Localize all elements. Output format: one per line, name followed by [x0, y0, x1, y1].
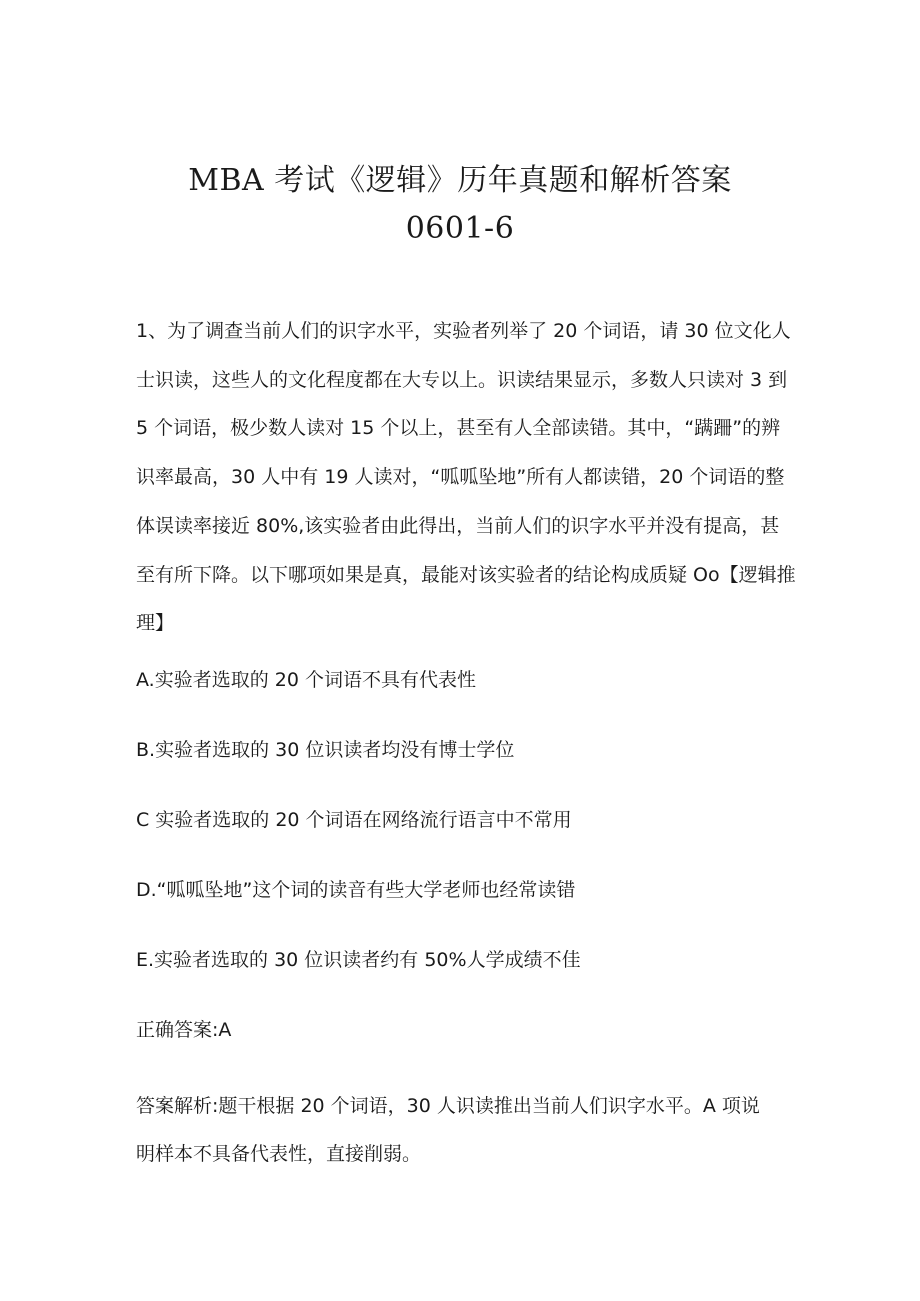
option-e: E.实验者选取的 30 位识读者约有 50%人学成绩不佳 [136, 949, 581, 971]
option-a: A.实验者选取的 20 个词语不具有代表性 [136, 669, 476, 691]
document-title: MBA 考试《逻辑》历年真题和解析答案 [188, 163, 732, 198]
option-d: D.“呱呱坠地”这个词的读音有些大学老师也经常读错 [136, 879, 576, 901]
document-title-code: 0601-6 [405, 211, 515, 246]
option-c: C 实验者选取的 20 个词语在网络流行语言中不常用 [136, 809, 572, 831]
question-text: 1、为了调查当前人们的识字水平，实验者列举了 20 个词语，请 30 位文化人士识读，这些人的文化程度都在大专以上。识读结果显示，多数人只读对 3 到 5 个词语，极少数人读对 15 个以上，甚至有人全部读错。其中，“蹒跚”的辨识率最高，30 人中有 19 人读对，“呱呱坠地”所有人都读错，20 个词语的整体误读率接近 80%,该实验者由此得出，当前人们的识字水平并没有提高，甚至有所下降。以下哪项如果是真，最能对该实验者的结论构成质疑 Oo【逻辑推理】 [136, 320, 796, 635]
correct-answer: 正确答案:A [136, 1019, 232, 1041]
answer-analysis: 答案解析:题干根据 20 个词语，30 人识读推出当前人们识字水平。A 项说明样本不具备代表性，直接削弱。 [136, 1095, 760, 1165]
option-b: B.实验者选取的 30 位识读者均没有博士学位 [136, 739, 515, 761]
